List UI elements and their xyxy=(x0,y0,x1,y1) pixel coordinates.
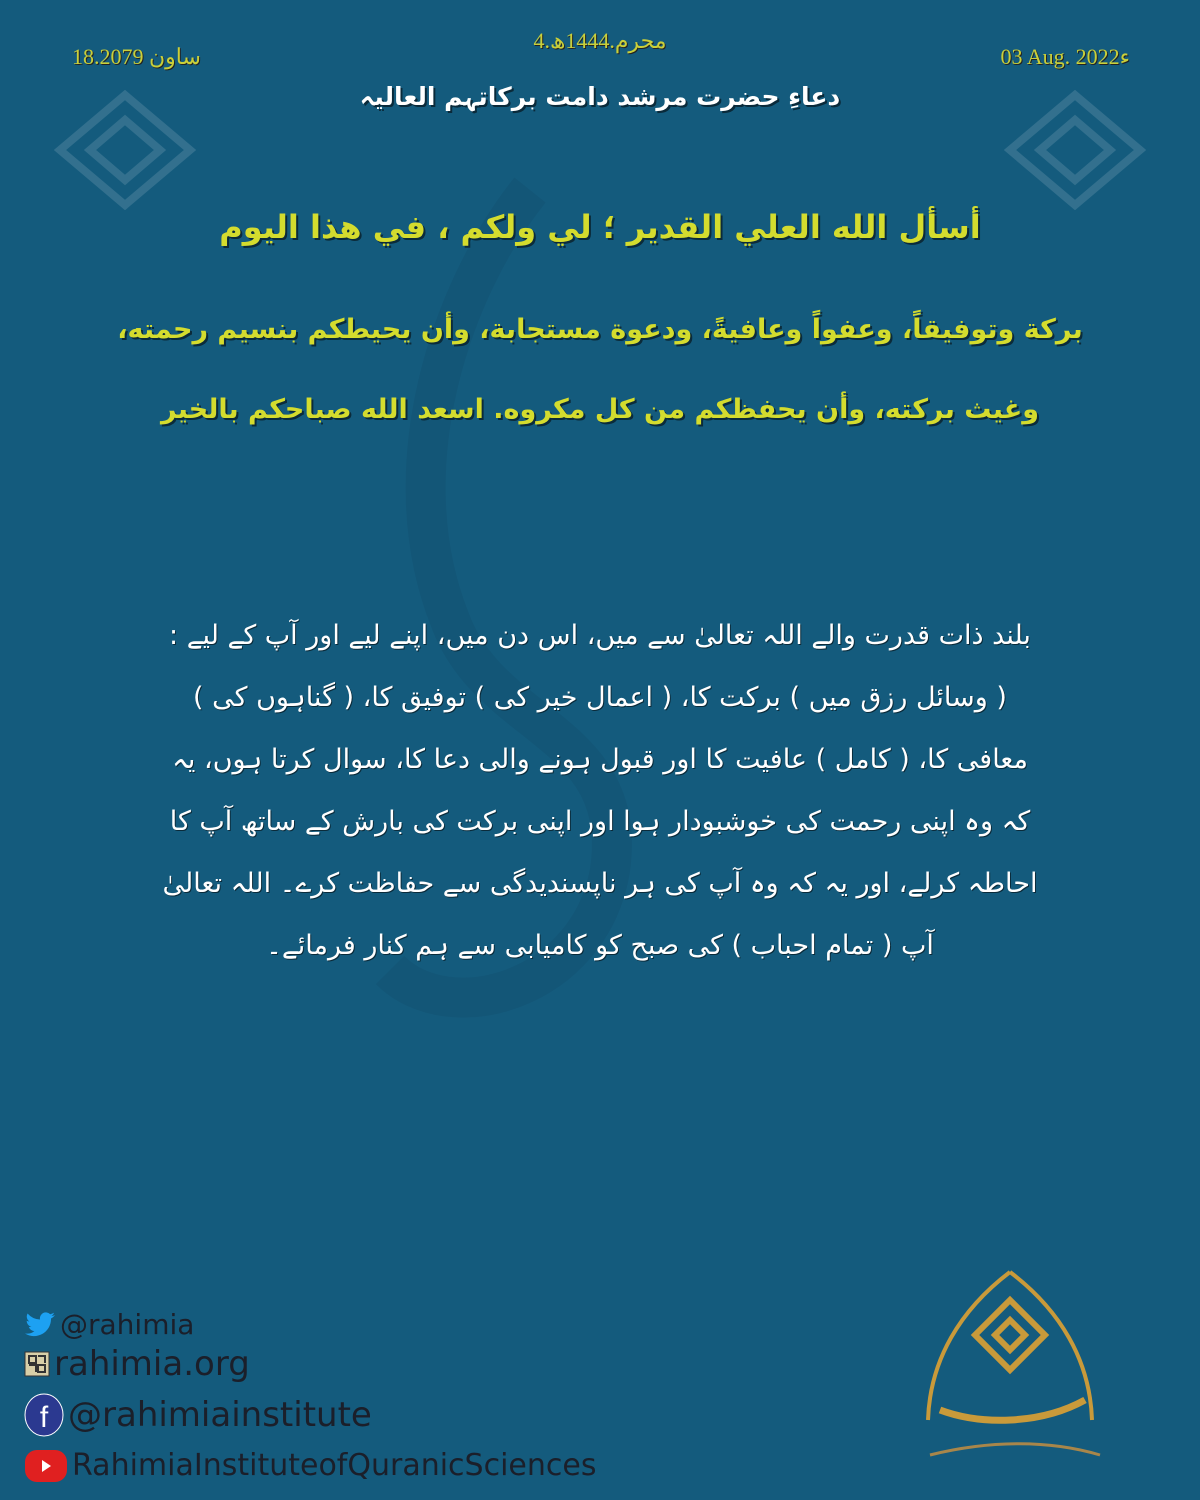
page-title: دعاءِ حضرت مرشد دامت برکاتہم العالیہ xyxy=(359,82,841,111)
facebook-icon xyxy=(24,1393,64,1437)
bikrami-date: 18.ساون 2079 xyxy=(72,44,201,69)
rahimia-web-icon xyxy=(24,1351,50,1377)
svg-text:f: f xyxy=(39,1401,49,1434)
urdu-translation: بلند ذات قدرت والے اللہ تعالیٰ سے میں، اس دن میں، اپنے لیے اور آپ کے لیے : ( وسائل رزق میں ) برکت کا، ( اعمال خیر کی ) توفیق کا، ( گناہوں کی ) معافی کا، ( کامل ) عافیت کا اور قبول ہونے والی دعا کا، سوال کرتا ہوں، یہ کہ وہ اپنی رحمت کی خوشبودار ہوا اور اپنی برکت کی بارش کے ساتھ آپ کا احاطہ کرلے، اور یہ کہ وہ آپ کی ہر ناپسندیدگی سے حفاظت کرے۔ اللہ تعالیٰ آپ ( تمام احباب ) کی صبح کو کامیابی سے ہم کنار فرمائے۔ xyxy=(162,620,1038,961)
rahimia-logo xyxy=(900,1270,1120,1490)
hijri-date: 4.محرم.1444ھ xyxy=(533,28,667,53)
youtube-channel: RahimiaInstituteofQuranicSciences xyxy=(72,1448,597,1483)
twitter-link[interactable] xyxy=(24,1308,194,1341)
youtube-icon xyxy=(24,1449,68,1483)
arabic-dua-line1: أسأل الله العلي القدير ؛ لي ولكم ، في هذا اليوم xyxy=(219,208,981,246)
gregorian-date: 03 Aug. 2022ء xyxy=(1000,44,1130,69)
facebook-link[interactable] xyxy=(24,1393,372,1437)
website-link[interactable] xyxy=(24,1344,250,1384)
youtube-link[interactable] xyxy=(24,1448,596,1483)
facebook-handle: @rahimiainstitute xyxy=(68,1395,372,1435)
website-url: rahimia.org xyxy=(54,1344,250,1384)
twitter-icon xyxy=(24,1312,56,1338)
arabic-dua-body: بركة وتوفيقاً، وعفواً وعافيةً، ودعوة مستجابة، وأن يحيطكم بنسيم رحمته، وغيث بركته، وأن يحفظكم من كل مكروه. اسعد الله صباحكم بالخير xyxy=(117,314,1083,425)
twitter-handle: @rahimia xyxy=(60,1308,195,1341)
